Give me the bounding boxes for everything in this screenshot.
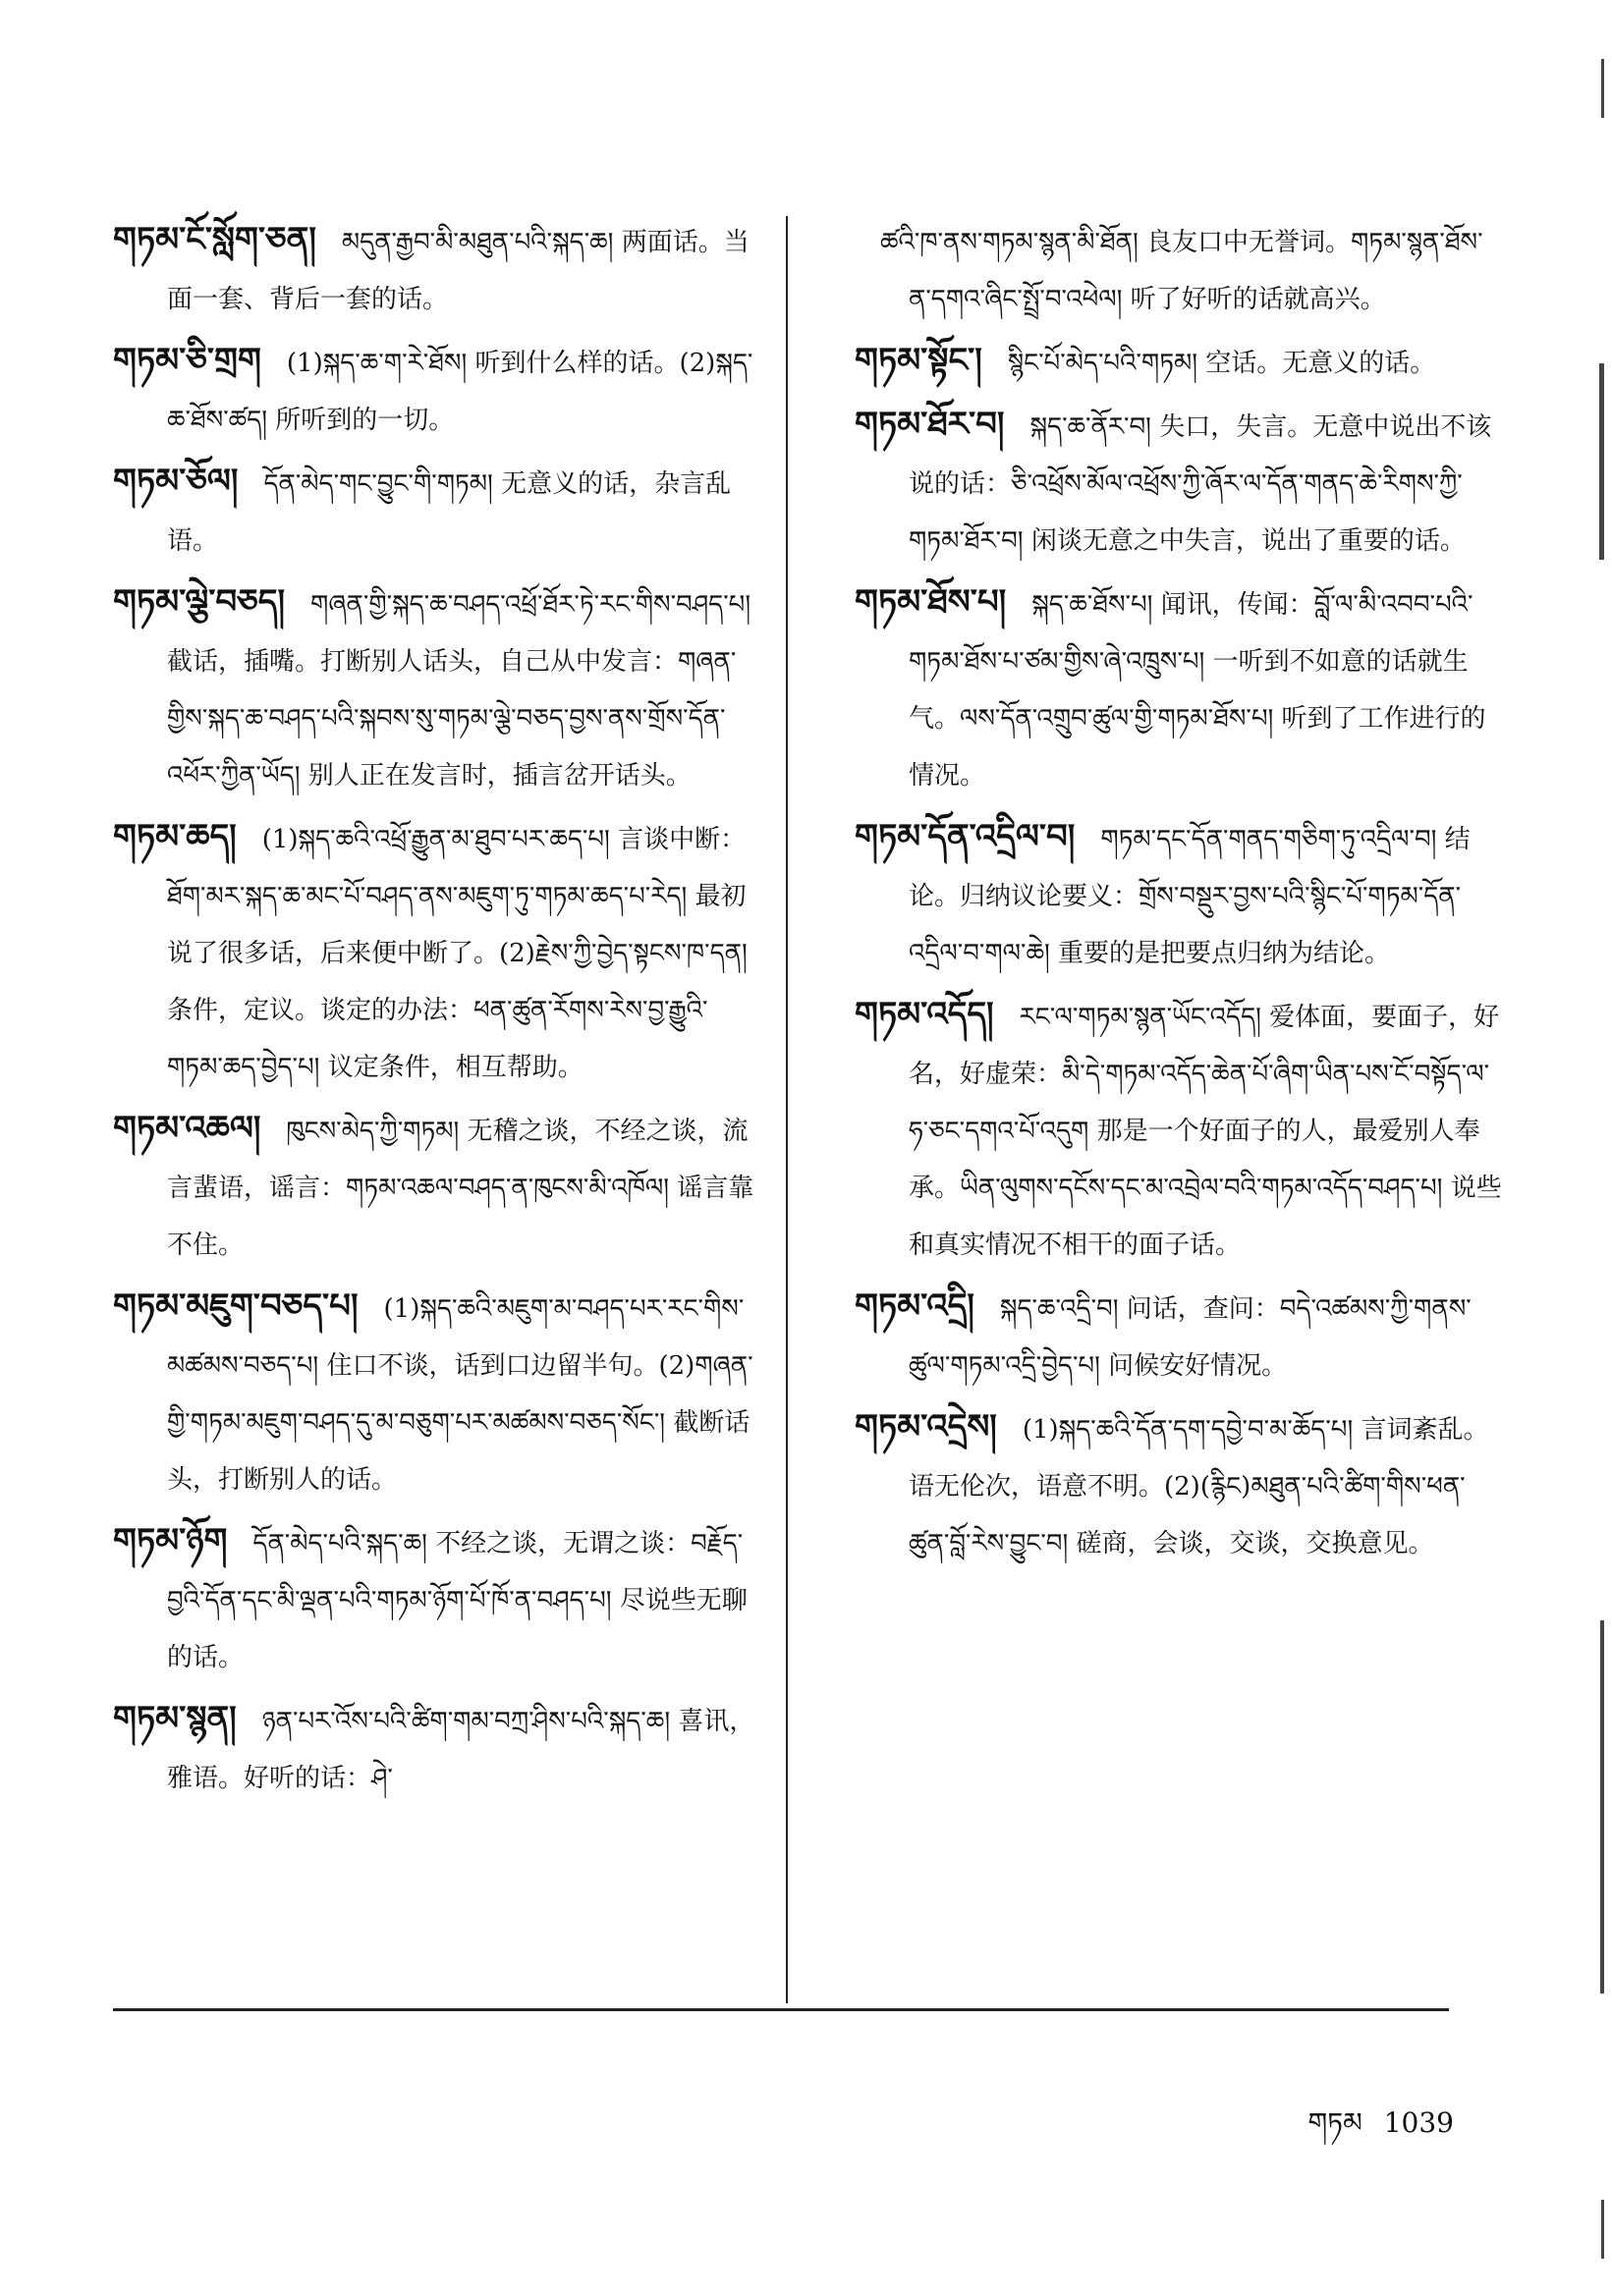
definition: ཁུངས་མེད་ཀྱི་གཏམ། 无稽之谈，不经之谈，流言蜚语，谣言：གཏམ་འཆལ་བཤད་ན་ཁུངས་མི་འཁོལ། 谣言靠不住。 bbox=[167, 1117, 754, 1260]
entry bbox=[855, 986, 1503, 1274]
entry-continuation bbox=[855, 211, 1503, 328]
definition: (1)སྐད་ཆ་ག་རེ་ཐོས། 听到什么样的话。(2)སྐད་ཆ་ཐོས་ཚད། 所听到的一切。 bbox=[167, 349, 753, 435]
definition: ཉན་པར་འོས་པའི་ཚིག་གམ་བཀྲ་ཤིས་པའི་སྐད་ཆ། 喜讯，雅语。好听的话：ཤེ་ bbox=[167, 1707, 755, 1793]
definition: རང་ལ་གཏམ་སྙན་ཡོང་འདོད། 爱体面，要面子，好名，好虚荣：མི་དེ་གཏམ་འདོད་ཆེན་པོ་ཞིག་ཡིན་པས་ངོ་བསྟོད་ལ་ཧ་ཅང་དགའ་པོ་འདུག 那是一个好面子的人，最爱别人奉承。ཡིན་ལུགས་དངོས་དང་མ་འབྲེལ་བའི་གཏམ་འདོད་བཤད་པ། 说些和真实情况不相干的面子话。 bbox=[909, 1003, 1502, 1260]
entry bbox=[855, 808, 1503, 982]
headword: གཏམ་ལྕེ་བཅད། bbox=[113, 582, 286, 622]
headword: གཏམ་འཆལ། bbox=[113, 1109, 261, 1148]
headword: གཏམ་ཆད། bbox=[113, 817, 237, 856]
headword: གཏམ་སྙན། bbox=[113, 1699, 237, 1738]
headword: གཏམ་འདྲེས། bbox=[855, 1407, 997, 1447]
entry bbox=[113, 211, 761, 328]
entry bbox=[855, 1278, 1503, 1394]
definition: གཞན་གྱི་སྐད་ཆ་བཤད་འཕྲོ་ཐོར་ཏེ་རང་གིས་བཤད་པ། 截话，插嘴。打断别人话头，自己从中发言：གཞན་གྱིས་སྐད་ཆ་བཤད་པའི་སྐབས་སུ་གཏམ་ལྕེ་བཅད་བྱས་ནས་གྲོས་དོན་འཕོར་ཀྱིན་ཡོད། 别人正在发言时，插言岔开话头。 bbox=[167, 590, 751, 791]
definition: སྐད་ཆ་ཐོས་པ། 闻讯，传闻：བློ་ལ་མི་འབབ་པའི་གཏམ་ཐོས་པ་ཙམ་གྱིས་ཞེ་འཁྲུས་པ། 一听到不如意的话就生气。ལས་དོན་འགྲུབ་ཚུལ་གྱི་གཏམ་ཐོས་པ། 听到了工作进行的情况。 bbox=[909, 590, 1486, 791]
left-column bbox=[113, 211, 761, 1811]
headword: གཏམ་ཉོག bbox=[113, 1521, 228, 1560]
entry bbox=[113, 1278, 761, 1508]
entry bbox=[113, 1512, 761, 1686]
entry bbox=[855, 396, 1503, 570]
headword: གཏམ་དོན་འདྲིལ་བ། bbox=[855, 817, 1076, 856]
definition: (1)སྐད་ཆའི་མཇུག་མ་བཤད་པར་རང་གིས་མཚམས་བཅད་པ། 住口不谈，话到口边留半句。(2)གཞན་གྱི་གཏམ་མཇུག་བཤད་དུ་མ་བཅུག་པར་མཚམས་བཅད་སོང་། 截断话头，打断别人的话。 bbox=[167, 1294, 753, 1495]
definition: སྙིང་པོ་མེད་པའི་གཏམ། 空话。无意义的话。 bbox=[1007, 349, 1436, 378]
headword: གཏམ་མཇུག་བཅད་པ། bbox=[113, 1286, 359, 1326]
right-column bbox=[855, 211, 1503, 1576]
headword: གཏམ་འདྲི། bbox=[855, 1286, 974, 1326]
definition: གཏམ་དང་དོན་གནད་གཅིག་ཏུ་འདྲིལ་བ། 结论。归纳议论要义：གྲོས་བསྡུར་བྱས་པའི་སྙིང་པོ་གཏམ་དོན་འདྲིལ་བ་གལ་ཆེ། 重要的是把要点归纳为结论。 bbox=[909, 825, 1471, 968]
entry bbox=[113, 332, 761, 449]
entry bbox=[113, 808, 761, 1096]
entry bbox=[113, 574, 761, 804]
entry bbox=[113, 1690, 761, 1807]
definition: དོན་མེད་པའི་སྐད་ཆ། 不经之谈，无谓之谈：བརྗོད་བྱའི་དོན་དང་མི་ལྡན་པའི་གཏམ་ཉོག་པོ་ཁོ་ན་བཤད་པ། 尽说些无聊的话。 bbox=[167, 1529, 748, 1672]
definition: དོན་མེད་གང་བྱུང་གི་གཏམ། 无意义的话，杂言乱语。 bbox=[167, 469, 732, 556]
column-divider bbox=[786, 216, 788, 2003]
definition: (1)སྐད་ཆའི་དོན་དག་དབྱེ་བ་མ་ཆོད་པ། 言词紊乱。语无伦次，语意不明。(2)(རྙིང)མཐུན་པའི་ཚིག་གིས་ཕན་ཚུན་བློ་རེས་བྱུང་བ། 磋商，会谈，交谈，交换意见。 bbox=[909, 1415, 1489, 1558]
scan-mark bbox=[1600, 1620, 1604, 1994]
headword: གཏམ་འདོད། bbox=[855, 995, 994, 1034]
definition: མདུན་རྒྱབ་མི་མཐུན་པའི་སྐད་ཆ། 两面话。当面一套、背后一套的话。 bbox=[167, 228, 750, 314]
scan-mark bbox=[1601, 2200, 1604, 2259]
headword: གཏམ་ཐོར་བ། bbox=[855, 405, 1005, 444]
definition: སྐད་ཆ་འདྲི་བ། 问话，查问：བདེ་འཚམས་ཀྱི་གནས་ཚུལ་གཏམ་འདྲི་བྱེད་པ། 问候安好情况。 bbox=[909, 1294, 1472, 1381]
entry bbox=[113, 453, 761, 570]
headword: གཏམ་ཅོལ། bbox=[113, 462, 239, 501]
headword: གཏམ་སྟོང་། bbox=[855, 341, 982, 380]
scan-margin-marks bbox=[1583, 0, 1612, 2296]
footer-rule bbox=[113, 2008, 1449, 2011]
definition: སྐད་ཆ་ནོར་བ། 失口，失言。无意中说出不该说的话：ཅི་འཕྲོས་མོལ་འཕྲོས་ཀྱི་ཞོར་ལ་དོན་གནད་ཆེ་རིགས་ཀྱི་གཏམ་ཐོར་བ། 闲谈无意之中失言，说出了重要的话。 bbox=[909, 412, 1492, 556]
entry bbox=[113, 1100, 761, 1274]
headword: གཏམ་ངོ་སློག་ཅན། bbox=[113, 220, 316, 259]
entry bbox=[855, 1398, 1503, 1572]
scan-mark bbox=[1599, 363, 1604, 560]
headword: གཏམ་ཐོས་པ། bbox=[855, 582, 1007, 622]
scan-mark bbox=[1601, 59, 1604, 118]
page-number: 1039 bbox=[1383, 2106, 1454, 2139]
page-footer bbox=[1228, 2092, 1454, 2169]
definition: ཚའི་ཁ་ནས་གཏམ་སྙན་མི་ཐོན། 良友口中无誉词。གཏམ་སྙན་ཐོས་ན་དགའ་ཞིང་སྤྲོ་བ་འཕེལ། 听了好听的话就高兴。 bbox=[880, 228, 1483, 314]
entry bbox=[855, 574, 1503, 804]
entry bbox=[855, 332, 1503, 392]
running-head: གཏམ bbox=[1307, 2106, 1362, 2139]
headword: གཏམ་ཅི་གྲག bbox=[113, 341, 261, 380]
definition: (1)སྐད་ཆའི་འཕྲོ་རྒྱུན་མ་ཐུབ་པར་ཆད་པ། 言谈中断：ཐོག་མར་སྐད་ཆ་མང་པོ་བཤད་ནས་མཇུག་ཏུ་གཏམ་ཆད་པ་རེད། 最初说了很多话，后来便中断了。(2)རྗེས་ཀྱི་བྱེད་སྟངས་ཁ་དན། 条件，定议。谈定的办法：ཕན་ཚུན་རོགས་རེས་བྱ་རྒྱུའི་གཏམ་ཆད་བྱེད་པ། 议定条件，相互帮助。 bbox=[167, 825, 748, 1082]
